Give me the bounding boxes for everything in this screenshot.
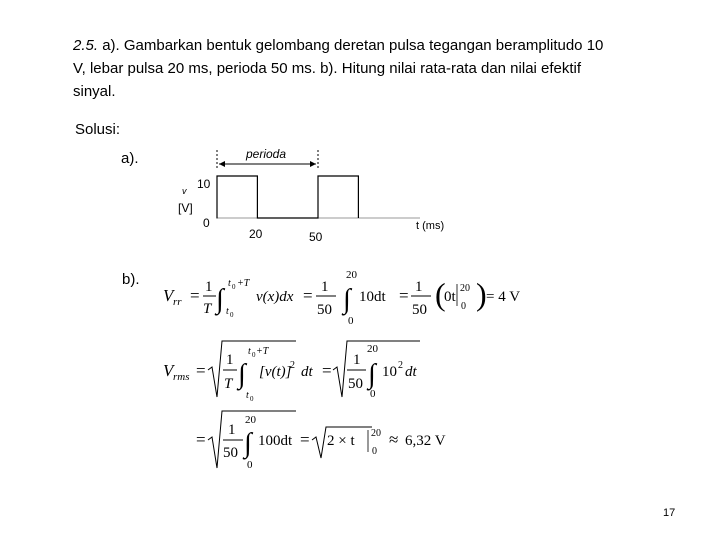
vrms-subscript: rms: [173, 371, 190, 383]
part-b-label: b).: [122, 271, 140, 288]
svg-text:2: 2: [290, 360, 295, 371]
svg-text:0t: 0t: [444, 289, 456, 305]
svg-text:+T: +T: [237, 278, 250, 289]
svg-text:∫: ∫: [244, 428, 252, 459]
y-unit-label: [V]: [178, 201, 193, 215]
svg-text:0: 0: [232, 283, 236, 291]
svg-text:dt: dt: [405, 364, 417, 380]
svg-text:0: 0: [230, 311, 234, 319]
rms-evaluation: [196, 411, 446, 471]
y-variable-label: v: [182, 186, 187, 196]
svg-text:∫: ∫: [343, 284, 351, 315]
svg-text:0: 0: [252, 351, 256, 359]
svg-text:t: t: [228, 278, 231, 289]
problem-line-2: V, lebar pulsa 20 ms, perioda 50 ms. b). Hitung nilai rata-rata dan nilai efektif: [73, 60, 582, 77]
svg-text:=: =: [196, 430, 206, 449]
part-a-label: a).: [121, 150, 139, 167]
svg-text:20: 20: [460, 283, 470, 294]
svg-text:1: 1: [353, 352, 361, 368]
left-paren: (: [435, 276, 446, 312]
svg-text:0: 0: [461, 301, 466, 312]
svg-text:50: 50: [348, 376, 363, 392]
svg-text:=: =: [303, 286, 313, 305]
svg-text:v(x)dx: v(x)dx: [256, 289, 294, 305]
right-paren: ): [476, 276, 487, 312]
svg-text:1: 1: [226, 352, 234, 368]
svg-text:0: 0: [348, 315, 354, 327]
svg-text:t: t: [226, 306, 229, 317]
problem-line-1: 2.5. a). Gambarkan bentuk gelombang deretan pulsa tegangan beramplitudo 10: [73, 37, 604, 54]
svg-text:20: 20: [371, 428, 381, 439]
svg-text:+T: +T: [256, 346, 269, 357]
svg-text:dt: dt: [301, 364, 313, 380]
x-tick-50: 50: [309, 230, 323, 244]
y-tick-0: 0: [203, 216, 210, 230]
svg-text:0: 0: [370, 388, 376, 400]
svg-text:=: =: [196, 361, 206, 380]
svg-text:1: 1: [321, 279, 329, 295]
vrr-subscript: rr: [173, 296, 182, 308]
y-tick-10: 10: [197, 177, 211, 191]
rms-result: 6,32 V: [405, 433, 446, 449]
problem-line-3: sinyal.: [73, 83, 116, 100]
svg-text:∫: ∫: [238, 359, 246, 390]
svg-text:20: 20: [346, 269, 357, 281]
svg-text:1: 1: [415, 279, 423, 295]
svg-text:=: =: [399, 286, 409, 305]
svg-text:50: 50: [317, 302, 332, 318]
page-number: 17: [663, 507, 676, 519]
svg-text:0: 0: [247, 459, 253, 471]
solution-heading: Solusi:: [75, 121, 121, 138]
svg-text:50: 50: [412, 302, 427, 318]
period-label: perioda: [246, 147, 287, 161]
svg-text:10: 10: [382, 364, 397, 380]
svg-text:[v(t)]: [v(t)]: [259, 364, 292, 380]
svg-text:=: =: [322, 361, 332, 380]
svg-text:T: T: [224, 376, 233, 392]
svg-text:t: t: [248, 346, 251, 357]
svg-text:=: =: [190, 286, 200, 305]
svg-text:t: t: [246, 390, 249, 401]
svg-text:0: 0: [372, 446, 377, 457]
svg-text:T: T: [203, 301, 212, 317]
rms-formula: [163, 341, 420, 403]
svg-text:1: 1: [205, 279, 213, 295]
svg-text:=: =: [300, 430, 310, 449]
problem-number: 2.5.: [73, 37, 99, 54]
average-result: = 4 V: [486, 289, 521, 305]
svg-text:0: 0: [250, 395, 254, 403]
svg-text:20: 20: [367, 343, 378, 355]
svg-text:100dt: 100dt: [258, 433, 293, 449]
svg-text:20: 20: [245, 414, 256, 426]
average-formula: [163, 269, 520, 327]
svg-text:2 × t: 2 × t: [327, 433, 355, 449]
svg-text:50: 50: [223, 445, 238, 461]
svg-text:∫: ∫: [368, 359, 376, 390]
vrr-symbol: V: [163, 286, 174, 305]
x-tick-20: 20: [249, 227, 263, 241]
svg-text:1: 1: [228, 422, 236, 438]
integral-sign: ∫: [216, 284, 224, 315]
svg-text:10dt: 10dt: [359, 289, 386, 305]
x-axis-label: t (ms): [416, 220, 445, 232]
svg-text:≈: ≈: [389, 430, 399, 449]
svg-text:2: 2: [398, 360, 403, 371]
vrms-symbol: V: [163, 361, 174, 380]
